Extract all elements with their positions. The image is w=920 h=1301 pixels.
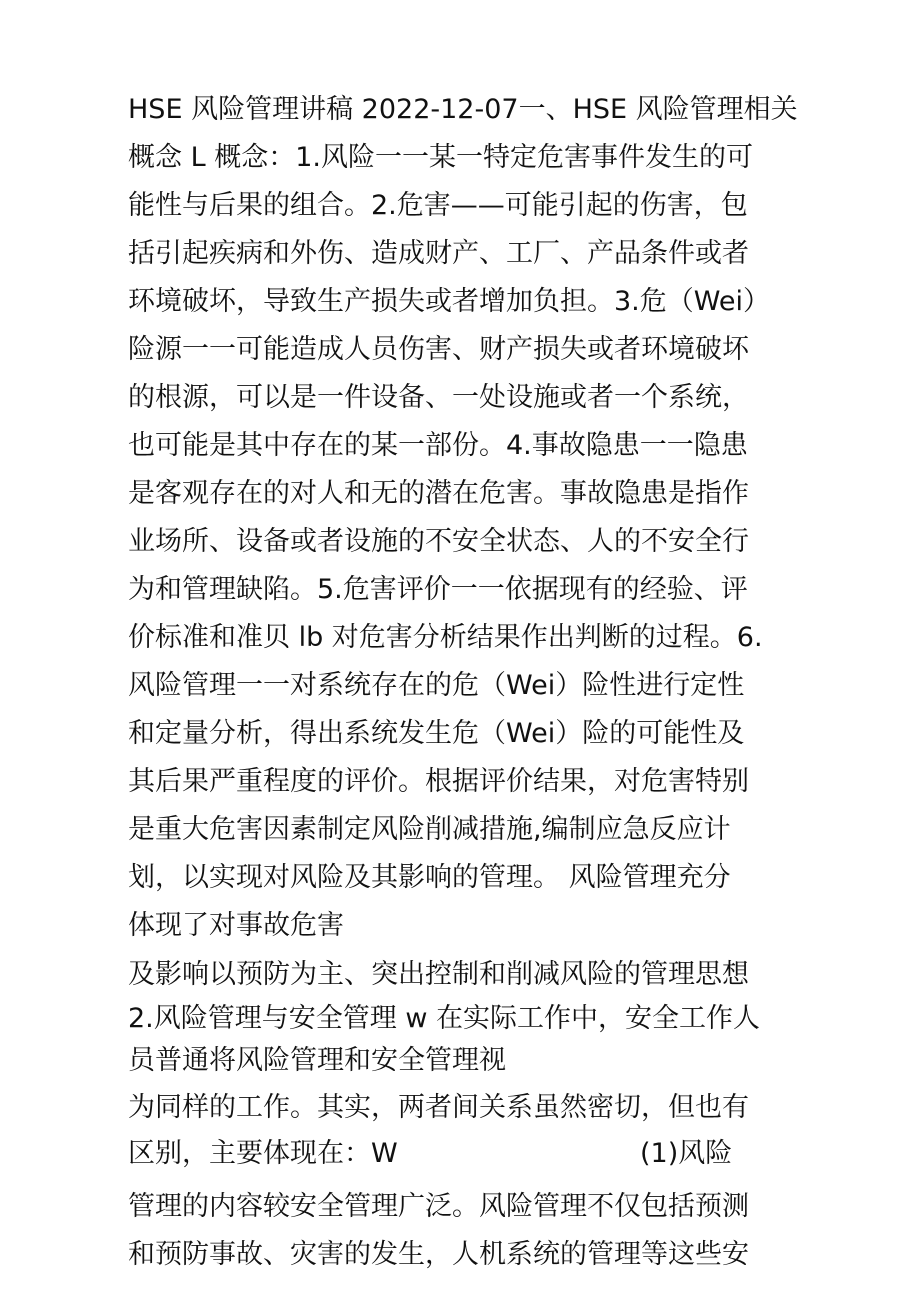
text-line: 业场所、设备或者设施的不安全状态、人的不安全行	[128, 526, 749, 557]
text-line: 和预防事故、灾害的发生，人机系统的管理等这些安	[128, 1239, 749, 1270]
text-line: 是重大危害因素制定风险削减措施,编制应急反应计	[128, 814, 731, 845]
text-line: 及影响以预防为主、突出控制和削减风险的管理思想	[128, 959, 749, 990]
text-line: 体现了对事故危害	[128, 910, 344, 941]
text-line: 概念 L 概念：1.风险一一某一特定危害事件发生的可	[128, 142, 753, 173]
text-line: 是客观存在的对人和无的潜在危害。事故隐患是指作	[128, 478, 749, 509]
text-line: 价标准和准贝 lb 对危害分析结果作出判断的过程。6.	[128, 622, 763, 653]
text-line: 为同样的工作。其实，两者间关系虽然密切，但也有	[128, 1092, 749, 1123]
text-line: 员普通将风险管理和安全管理视	[128, 1045, 506, 1076]
text-line: 2.风险管理与安全管理 w 在实际工作中，安全工作人	[128, 1003, 761, 1034]
text-line: 能性与后果的组合。2.危害——可能引起的伤害，包	[128, 190, 748, 221]
text-line: 区别，主要体现在：W	[128, 1138, 398, 1169]
text-line: 环境破坏，导致生产损失或者增加负担。3.危（Wei）	[128, 286, 770, 317]
text-line: 括引起疾病和外伤、造成财产、工厂、产品条件或者	[128, 238, 749, 269]
text-line: 管理的内容较安全管理广泛。风险管理不仅包括预测	[128, 1191, 749, 1222]
text-line-right: (1)风险	[640, 1138, 733, 1169]
text-line: 其后果严重程度的评价。根据评价结果，对危害特别	[128, 766, 749, 797]
text-line: 险源一一可能造成人员伤害、财产损失或者环境破坏	[128, 334, 749, 365]
text-line: 风险管理一一对系统存在的危（Wei）险性进行定性	[128, 670, 745, 701]
text-line: 的根源，可以是一件设备、一处设施或者一个系统，	[128, 382, 749, 413]
text-line: 和定量分析，得出系统发生危（Wei）险的可能性及	[128, 718, 745, 749]
text-line: 划，以实现对风险及其影响的管理。 风险管理充分	[128, 862, 731, 893]
text-line: 为和管理缺陷。5.危害评价一一依据现有的经验、评	[128, 574, 748, 605]
text-line: HSE 风险管理讲稿 2022-12-07一、HSE 风险管理相关	[128, 94, 798, 125]
text-line: 也可能是其中存在的某一部份。4.事故隐患一一隐患	[128, 430, 748, 461]
